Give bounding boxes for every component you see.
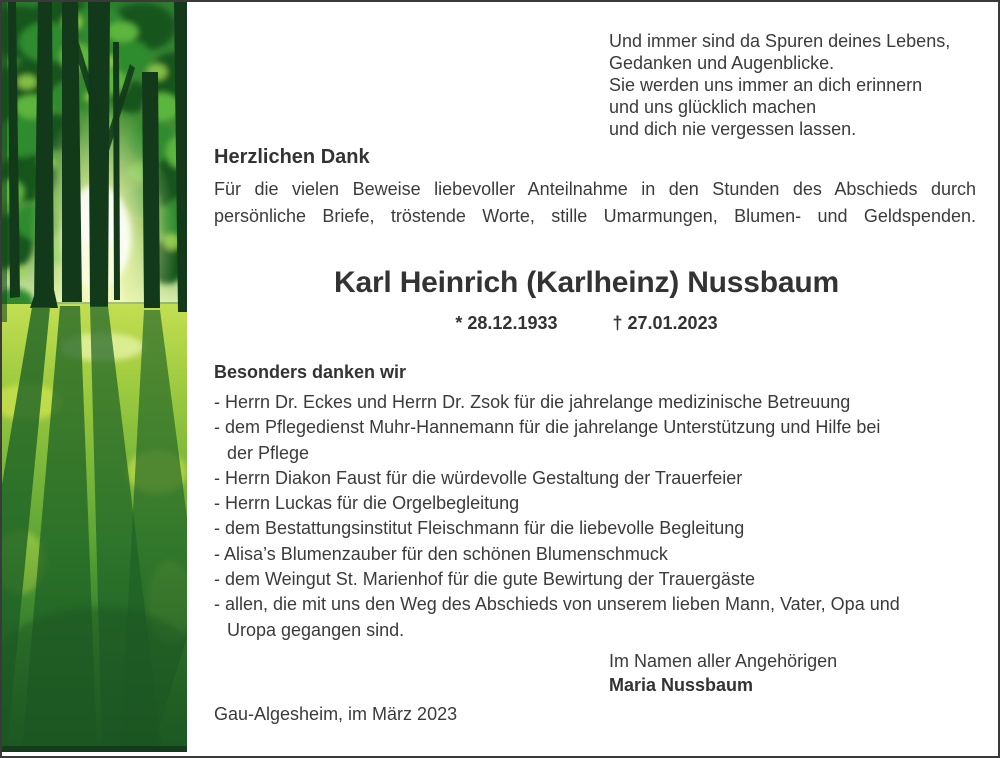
life-dates bbox=[189, 313, 984, 334]
closing-line: Im Namen aller Angehörigen bbox=[609, 651, 838, 671]
intro-line: Für die vielen Beweise liebevoller Anteilnahme in den Stunden des Abschieds durch bbox=[214, 179, 976, 199]
thanks-item: - dem Pflegedienst Muhr-Hannemann für die jahrelange Unterstützung und Hilfe bei der Pflege bbox=[214, 417, 881, 463]
thanks-heading: Herzlichen Dank bbox=[214, 146, 370, 168]
birth-date: * 28.12.1933 bbox=[455, 313, 558, 333]
death-date: † 27.01.2023 bbox=[612, 313, 718, 333]
deceased-name: Karl Heinrich (Karlheinz) Nussbaum bbox=[334, 266, 839, 299]
poem-line: und uns glücklich machen bbox=[609, 97, 817, 117]
intro-line: persönliche Briefe, tröstende Worte, stille Umarmungen, Blumen- und Geldspenden. bbox=[214, 206, 976, 226]
thanks-item: - Herrn Luckas für die Orgelbegleitung bbox=[214, 493, 520, 514]
notice-text-area bbox=[189, 2, 998, 756]
memorial-poem bbox=[609, 30, 950, 140]
thanks-item: - dem Bestattungsinstitut Fleischmann für die liebevolle Begleitung bbox=[214, 518, 745, 539]
memorial-photo bbox=[2, 2, 187, 752]
thanks-list bbox=[214, 390, 904, 643]
place-date: Gau-Algesheim, im März 2023 bbox=[214, 704, 458, 724]
poem-line: Sie werden uns immer an dich erinnern bbox=[609, 75, 923, 95]
thanks-item: - Herrn Diakon Faust für die würdevolle Gestaltung der Trauerfeier bbox=[214, 467, 743, 488]
thanks-item: - Herrn Dr. Eckes und Herrn Dr. Zsok für die jahrelange medizinische Betreuung bbox=[214, 392, 851, 412]
special-thanks-heading: Besonders danken wir bbox=[214, 362, 407, 382]
park-scene-illustration bbox=[2, 2, 187, 752]
thanks-item: - Alisa’s Blumenzauber für den schönen Blumenschmuck bbox=[214, 543, 668, 564]
thanks-item: - allen, die mit uns den Weg des Abschieds von unserem lieben Mann, Vater, Opa und Uropa gegangen sind. bbox=[214, 594, 900, 640]
signature: Maria Nussbaum bbox=[609, 675, 754, 695]
poem-line: Gedanken und Augenblicke. bbox=[609, 53, 835, 73]
poem-line: Und immer sind da Spuren deines Lebens, bbox=[609, 31, 951, 51]
poem-line: und dich nie vergessen lassen. bbox=[609, 119, 857, 139]
intro-paragraph bbox=[214, 176, 976, 230]
thanks-item: - dem Weingut St. Marienhof für die gute Bewirtung der Trauergäste bbox=[214, 569, 755, 590]
